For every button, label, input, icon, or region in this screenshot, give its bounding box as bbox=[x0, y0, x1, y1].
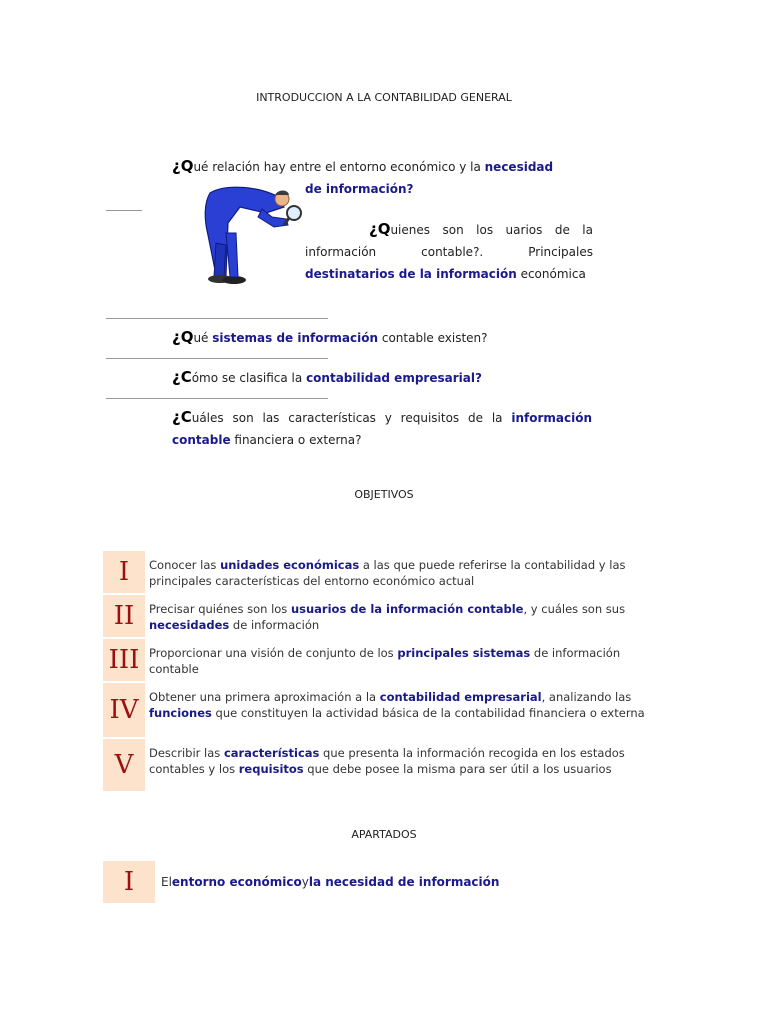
question-text: ómo se clasifica la bbox=[191, 371, 307, 385]
question-mark: ¿Q bbox=[172, 157, 194, 175]
divider bbox=[106, 358, 328, 359]
question-2 bbox=[305, 218, 593, 285]
keyword: contabilidad empresarial? bbox=[306, 371, 482, 385]
objectives-heading: OBJETIVOS bbox=[354, 488, 414, 501]
keyword: información contable bbox=[172, 411, 592, 447]
objective-row bbox=[103, 683, 660, 737]
objective-row bbox=[103, 739, 660, 791]
question-text: contable existen? bbox=[378, 331, 488, 345]
question-mark: ¿C bbox=[172, 408, 192, 426]
objective-text: Precisar quiénes son los usuarios de la información contable, y cuáles son sus necesidades de información bbox=[149, 602, 626, 632]
question-text: uáles son las características y requisitos de la bbox=[191, 411, 512, 425]
question-mark: ¿C bbox=[172, 368, 192, 386]
keyword: destinatarios de la información bbox=[305, 267, 517, 281]
objective-row bbox=[103, 639, 660, 681]
question-1-cont bbox=[305, 178, 414, 200]
question-mark: ¿Q bbox=[369, 220, 391, 238]
divider bbox=[106, 398, 328, 399]
objective-text: Proporcionar una visión de conjunto de los principales sistemas de información contable bbox=[149, 646, 621, 676]
keyword: de información? bbox=[305, 182, 414, 196]
divider bbox=[106, 210, 142, 211]
question-text: económica bbox=[516, 267, 586, 281]
question-4 bbox=[172, 366, 602, 389]
question-5 bbox=[172, 406, 592, 451]
objective-row bbox=[103, 595, 660, 637]
divider bbox=[106, 318, 328, 319]
question-text: ué relación hay entre el entorno económico y la bbox=[193, 160, 485, 174]
question-1 bbox=[172, 155, 602, 178]
roman-numeral: III bbox=[103, 639, 145, 681]
objective-row bbox=[103, 551, 660, 593]
keyword: necesidad bbox=[484, 160, 554, 174]
keyword: sistemas de información bbox=[212, 331, 379, 345]
question-text: ué bbox=[193, 331, 213, 345]
page-title: INTRODUCCION A LA CONTABILIDAD GENERAL bbox=[256, 91, 512, 104]
section-row bbox=[103, 861, 660, 903]
objective-text: Describir las características que presenta la información recogida en los estados contables y los requisitos que debe posee la misma para ser útil a los usuarios bbox=[149, 746, 625, 776]
objective-text: Conocer las unidades económicas a las que puede referirse la contabilidad y las principales características del entorno económico actual bbox=[149, 558, 626, 588]
roman-numeral: I bbox=[103, 551, 145, 593]
roman-numeral: II bbox=[103, 595, 145, 637]
roman-numeral: I bbox=[103, 861, 155, 903]
question-text: uienes son los uarios de la información contable?. Principales bbox=[305, 223, 593, 259]
question-text: financiera o externa? bbox=[230, 433, 362, 447]
section-text: El entorno económico y la necesidad de información bbox=[161, 875, 500, 889]
question-mark: ¿Q bbox=[172, 328, 194, 346]
roman-numeral: V bbox=[103, 739, 145, 791]
objectives-table bbox=[103, 551, 660, 793]
magnifying-glass-man-illustration bbox=[196, 183, 308, 287]
sections-heading: APARTADOS bbox=[351, 828, 417, 841]
roman-numeral: IV bbox=[103, 683, 145, 737]
objective-text: Obtener una primera aproximación a la contabilidad empresarial, analizando las funciones que constituyen la actividad básica de la contabilidad financiera o externa bbox=[149, 690, 645, 720]
question-3 bbox=[172, 326, 602, 349]
